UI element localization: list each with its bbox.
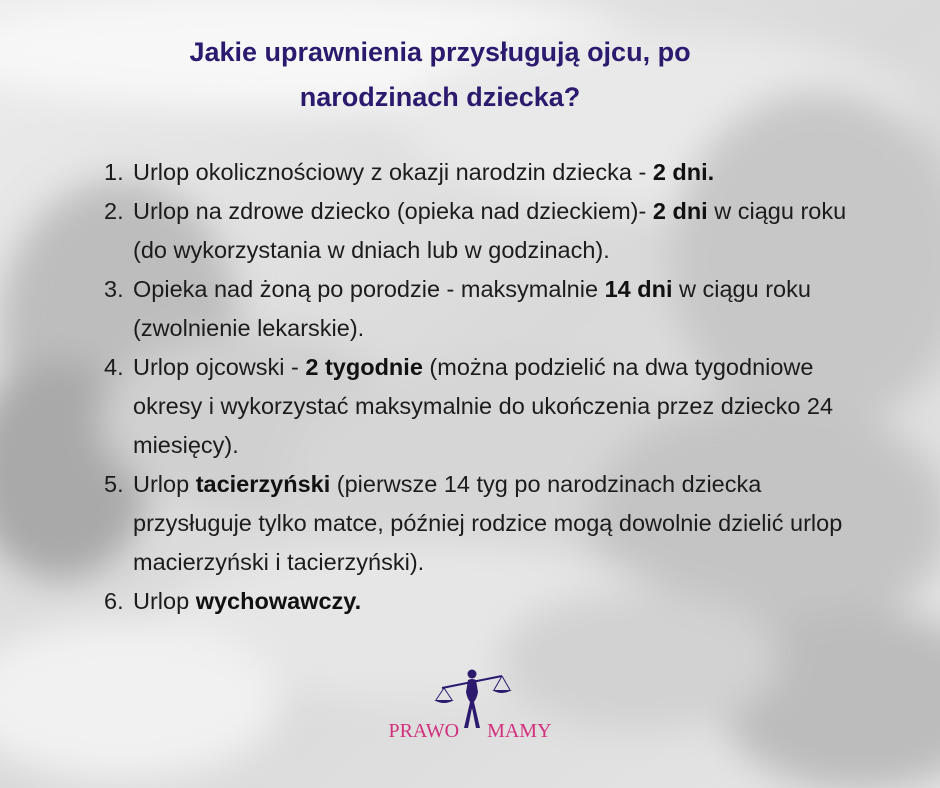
list-item bbox=[104, 153, 874, 192]
justice-lady-with-scales-icon bbox=[380, 668, 560, 728]
list-item-number: 4. bbox=[104, 354, 124, 380]
list-item-number: 2. bbox=[104, 198, 124, 224]
brand-logo-text bbox=[380, 720, 560, 743]
list-item bbox=[104, 348, 874, 465]
list-item-number: 5. bbox=[104, 471, 124, 497]
list-item bbox=[104, 270, 874, 348]
list-item bbox=[104, 192, 874, 270]
list-item bbox=[104, 465, 874, 582]
list-item-text: Urlop ojcowski - 2 tygodnie (można podzielić na dwa tygodniowe okresy i wykorzystać maksymalnie do ukończenia przez dziecko 24 miesięcy). bbox=[133, 354, 834, 458]
title-line-2: narodzinach dziecka? bbox=[299, 82, 581, 112]
brand-logo bbox=[380, 668, 560, 748]
list-item-text: Urlop wychowawczy. bbox=[133, 588, 362, 614]
list-item-number: 6. bbox=[104, 588, 124, 614]
title-line-1: Jakie uprawnienia przysługują ojcu, po bbox=[189, 37, 691, 67]
page-title bbox=[120, 30, 760, 120]
rights-list bbox=[104, 153, 874, 621]
brand-word-1: PRAWO bbox=[388, 720, 460, 742]
list-item bbox=[104, 582, 874, 621]
brand-word-2: MAMY bbox=[487, 720, 552, 742]
list-item-number: 1. bbox=[104, 159, 124, 185]
list-item-text: Urlop na zdrowe dziecko (opieka nad dzieckiem)- 2 dni w ciągu roku (do wykorzystania w dniach lub w godzinach). bbox=[133, 198, 847, 263]
list-item-text: Opieka nad żoną po porodzie - maksymalnie 14 dni w ciągu roku (zwolnienie lekarskie). bbox=[133, 276, 811, 341]
list-item-number: 3. bbox=[104, 276, 124, 302]
list-item-text: Urlop okolicznościowy z okazji narodzin dziecka - 2 dni. bbox=[133, 159, 715, 185]
list-item-text: Urlop tacierzyński (pierwsze 14 tyg po narodzinach dziecka przysługuje tylko matce, później rodzice mogą dowolnie dzielić urlop macierzyński i tacierzyński). bbox=[133, 471, 843, 575]
